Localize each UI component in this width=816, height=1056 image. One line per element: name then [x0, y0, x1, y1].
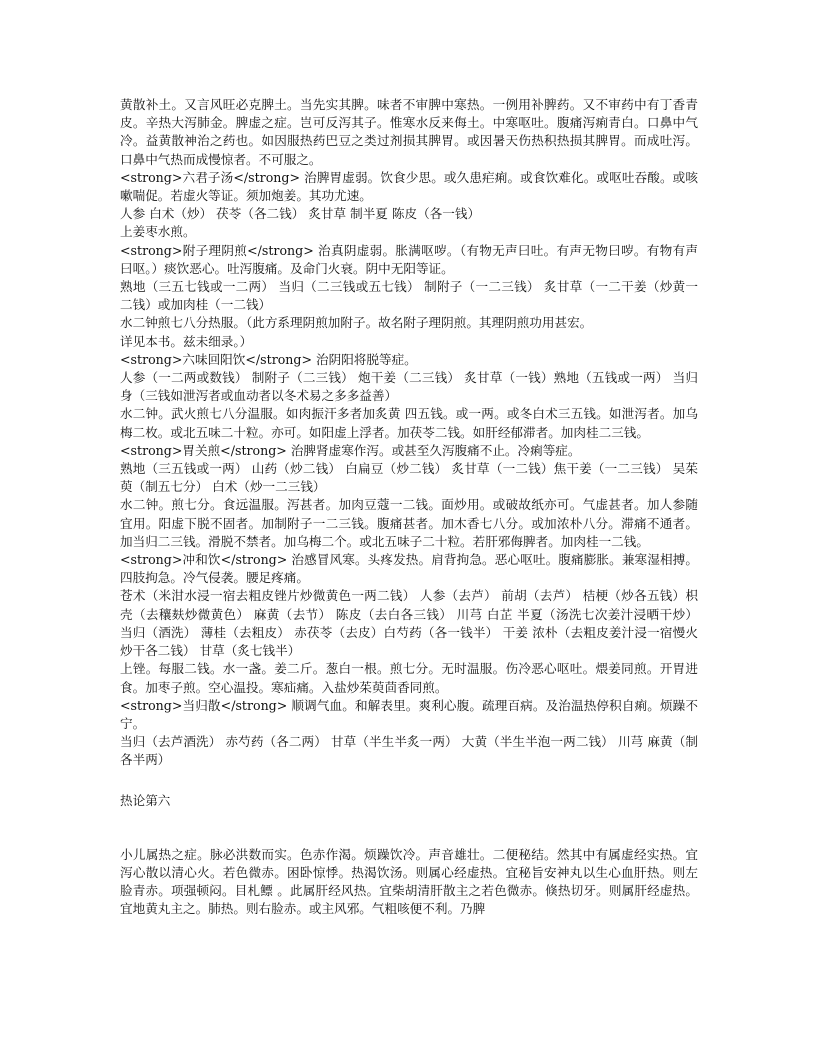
text-line: 水二钟。煎七分。食远温服。泻甚者。加肉豆蔻一二钱。面炒用。或破故纸亦可。气虚甚者。加人参随宜用。阳虚下脱不固者。加制附子一二三钱。腹痛甚者。加木香七八分。或加浓朴八分。滞痛不通者。加当归二三钱。滑脱不禁者。加乌梅二个。或北五味子二十粒。若肝邪侮脾者。加肉桂一二钱。 [120, 497, 698, 549]
text-line: 人参（一二两或数钱） 制附子（二三钱） 炮干姜（二三钱） 炙甘草（一钱）熟地（五钱或一两） 当归身（三钱如泄泻者或血动者以冬术易之多多益善） [120, 370, 698, 404]
text-line: 详见本书。兹未细录。） [120, 333, 253, 349]
text-line: 水二钟。武火煎七八分温服。如肉振汗多者加炙黄 四五钱。或一两。或冬白术三五钱。如泄泻者。加乌梅二枚。或北五味二十粒。亦可。如阳虚上浮者。加茯苓二钱。如肝经郁滞者。加肉桂二三钱。 [120, 406, 698, 440]
text-line: 人参 白术（炒） 茯苓（各二钱） 炙甘草 制半夏 陈皮（各一钱） [120, 206, 481, 222]
text-line: <strong>当归散</strong> 顺调气血。和解表里。爽利心腹。疏理百病。及治温热停积自痢。烦躁不宁。 [120, 697, 698, 731]
text-line: 当归（去芦酒洗） 赤芍药（各二两） 甘草（半生半炙一两） 大黄（半生半泡一两二钱） 川芎 麻黄（制各半两） [120, 734, 698, 768]
text-line: 上姜枣水煎。 [120, 224, 196, 240]
text-line: <strong>附子理阴煎</strong> 治真阴虚弱。胀满呕哕。（有物无声曰吐。有声无物曰哕。有物有声曰呕。）痰饮恶心。吐泻腹痛。及命门火衰。阴中无阳等证。 [120, 242, 698, 276]
text-line: 苍术（米泔水浸一宿去粗皮锉片炒微黄色一两二钱） 人参（去芦） 前胡（去芦） 桔梗（炒各五钱）枳壳（去穰麸炒微黄色） 麻黄（去节） 陈皮（去白各三钱） 川芎 白芷 半夏（汤洗七次姜汁浸晒干炒） 当归（酒洗） 薄桂（去粗皮） 赤茯苓（去皮）白芍药（各一钱半） 干姜 浓朴（去粗皮姜汁浸一宿慢火炒干各二钱） 甘草（炙七钱半） [120, 588, 698, 659]
section-heading: 热论第六 [120, 792, 171, 808]
text-line: 黄散补土。又言风旺必克脾土。当先实其脾。味者不审脾中寒热。一例用补脾药。又不审药中有丁香青皮。辛热大泻肺金。脾虚之症。岂可反泻其子。惟寒水反来侮土。中寒呕吐。腹痛泻痢青白。口鼻中气冷。益黄散神治之药也。如因服热药巴豆之类过剂损其脾胃。或因暑天伤热积热损其脾胃。而成吐泻。口鼻中气热而成慢惊者。不可服之。 [120, 97, 698, 167]
text-line: 熟地（三五钱或一两） 山药（炒二钱） 白扁豆（炒二钱） 炙甘草（一二钱）焦干姜（一二三钱） 吴茱萸（制五七分） 白术（炒一二三钱） [120, 461, 698, 495]
text-line: <strong>六味回阳饮</strong> 治阴阳将脱等症。 [120, 351, 417, 367]
spacer [120, 770, 698, 788]
text-line: 小儿属热之症。脉必洪数而实。色赤作渴。烦躁饮冷。声音雄壮。二便秘结。然其中有属虚经实热。宜泻心散以清心火。若色微赤。困卧惊悸。热渴饮汤。则属心经虚热。宜秘旨安神丸以生心血肝热。则左脸青赤。项强顿闷。目札鳔 。此属肝经风热。宜柴胡清肝散主之若色微赤。倏热切牙。则属肝经虚热。宜地黄丸主之。肺热。则右脸赤。或主风邪。气粗咳便不利。乃脾 [120, 846, 698, 917]
text-line: <strong>胃关煎</strong> 治脾肾虚寒作泻。或甚至久泻腹痛不止。冷痢等症。 [120, 442, 581, 458]
text-line: <strong>六君子汤</strong> 治脾胃虚弱。饮食少思。或久患疟痢。或食饮难化。或呕吐吞酸。或咳嗽喘促。若虚火等证。须加炮姜。其功尤速。 [120, 169, 698, 204]
text-line: 熟地（三五七钱或一二两） 当归（二三钱或五七钱） 制附子（一二三钱） 炙甘草（一二干姜（炒黄一二钱）或加肉桂（一二钱） [120, 279, 698, 313]
text-line: <strong>冲和饮</strong> 治感冒风寒。头疼发热。肩背拘急。恶心呕吐。腹痛膨胀。兼寒湿相搏。四肢拘急。冷气侵袭。腰足疼痛。 [120, 552, 698, 586]
spacer [120, 828, 698, 846]
text-line: 水二钟煎七八分热服。（此方系理阴煎加附子。故名附子理阴煎。其理阴煎功用甚宏。 [120, 315, 593, 331]
spacer [120, 810, 698, 828]
text-line: 上锉。每服二钱。水一盏。姜二斤。葱白一根。煎七分。无时温服。伤冷恶心呕吐。煨姜同煎。开胃进食。加枣子煎。空心温投。寒疝痛。入盐炒茱萸茴香同煎。 [120, 661, 698, 695]
document-page [120, 96, 698, 919]
